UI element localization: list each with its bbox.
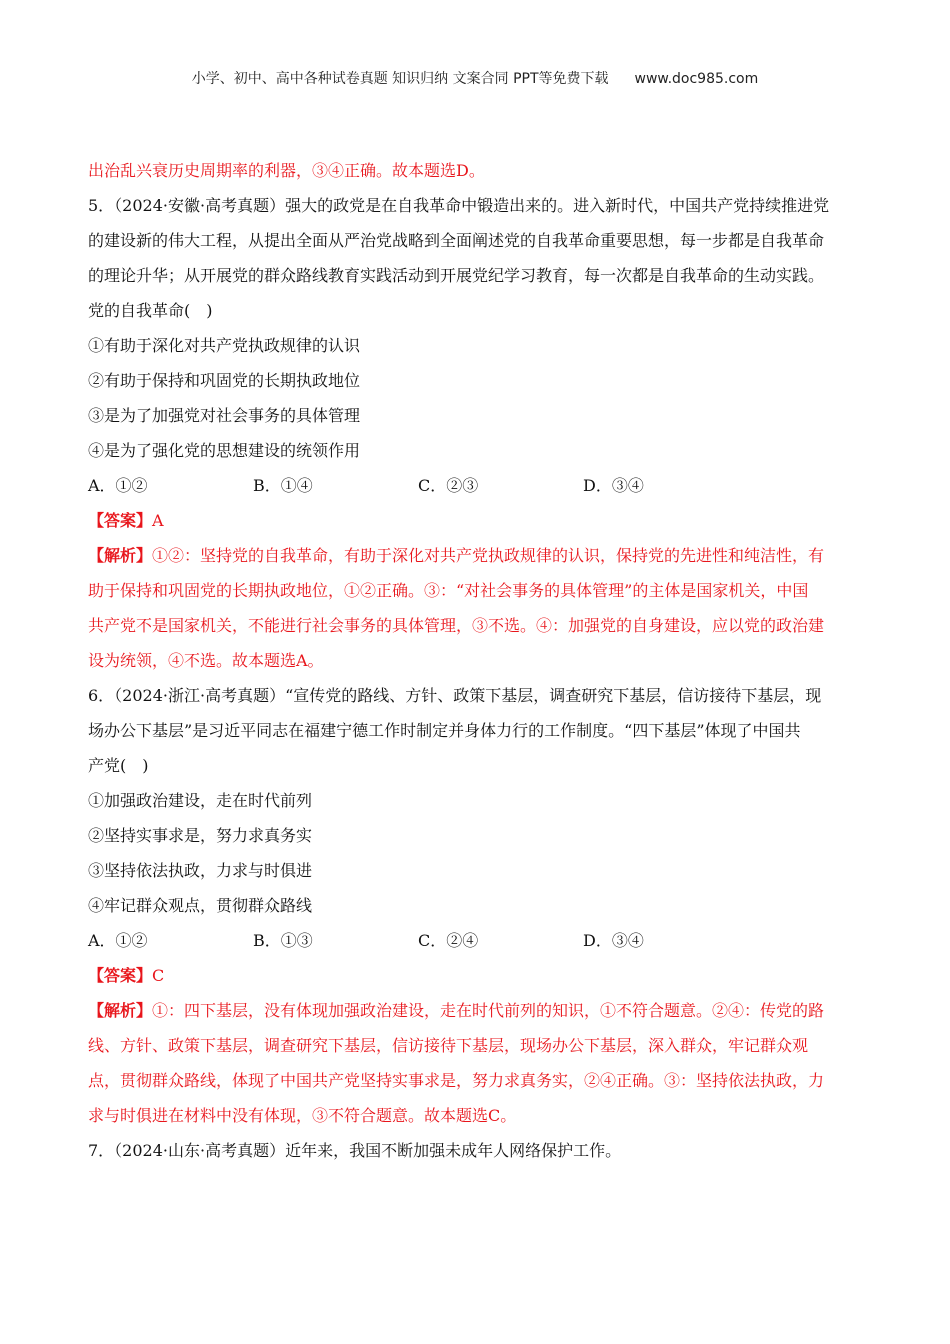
question-7 [88,1133,866,1168]
question-stem-line: 6．（2024·浙江·高考真题）“宣传党的路线、方针、政策下基层，调查研究下基层，信访接待下基层，现 [88,686,822,705]
answer-label: 【答案】 [88,511,153,530]
header-text: 小学、初中、高中各种试卷真题 知识归纳 文案合同 PPT等免费下载 [191,71,609,87]
choice-b: B．①④ [253,476,313,495]
analysis-line: 求与时俱进在材料中没有体现，③不符合题意。故本题选C。 [88,1106,517,1125]
analysis-line: 设为统领，④不选。故本题选A。 [88,651,324,670]
option-1: ①有助于深化对共产党执政规律的认识 [88,336,361,355]
analysis-line: ①②：坚持党的自我革命，有助于深化对共产党执政规律的认识，保持党的先进性和纯洁性，有 [152,546,825,565]
question-stem-line: 场办公下基层”是习近平同志在福建宁德工作时制定并身体力行的工作制度。“四下基层”体现了中国共 [88,721,801,740]
question-5 [88,188,866,678]
option-2: ②有助于保持和巩固党的长期执政地位 [88,371,361,390]
analysis-line: ①：四下基层，没有体现加强政治建设，走在时代前列的知识，①不符合题意。②④：传党的路 [152,1001,825,1020]
option-4: ④是为了强化党的思想建设的统领作用 [88,441,361,460]
answer [88,503,866,538]
analysis [88,538,866,573]
question-stem-line: 的理论升华；从开展党的群众路线教育实践活动到开展党纪学习教育，每一次都是自我革命的生动实践。 [88,266,825,285]
option-2: ②坚持实事求是，努力求真务实 [88,826,313,845]
analysis-line: 共产党不是国家机关，不能进行社会事务的具体管理，③不选。④：加强党的自身建设，应以党的政治建 [88,616,825,635]
answer-choices [88,468,866,503]
analysis-line: 线、方针、政策下基层，调查研究下基层，信访接待下基层，现场办公下基层，深入群众，牢记群众观 [88,1036,809,1055]
header-site-link[interactable]: www.doc985.com [634,71,759,87]
answer [88,958,866,993]
answer-value: C [152,966,165,985]
option-1: ①加强政治建设，走在时代前列 [88,791,313,810]
choice-c: C．②④ [418,931,479,950]
answer-choices [88,923,866,958]
page-header [0,68,950,88]
question-stem-line: 党的自我革命( ) [88,301,213,320]
analysis-label: 【解析】 [88,1001,153,1020]
document-body [88,153,866,1168]
choice-b: B．①③ [253,931,313,950]
analysis [88,993,866,1028]
analysis-line: 助于保持和巩固党的长期执政地位，①②正确。③：“对社会事务的具体管理”的主体是国家机关，中国 [88,581,809,600]
analysis-label: 【解析】 [88,546,153,565]
question-stem-line: 的建设新的伟大工程，从提出全面从严治党战略到全面阐述党的自我革命重要思想，每一步都是自我革命 [88,231,825,250]
question-stem-line: 7．（2024·山东·高考真题）近年来，我国不断加强未成年人网络保护工作。 [88,1141,622,1160]
choice-a: A．①② [88,931,148,950]
choice-a: A．①② [88,476,148,495]
question-stem-line: 产党( ) [88,756,149,775]
choice-c: C．②③ [418,476,479,495]
choice-d: D．③④ [583,476,644,495]
choice-d: D．③④ [583,931,644,950]
option-3: ③是为了加强党对社会事务的具体管理 [88,406,361,425]
analysis-line: 点，贯彻群众路线，体现了中国共产党坚持实事求是，努力求真务实，②④正确。③：坚持依法执政，力 [88,1071,825,1090]
option-4: ④牢记群众观点，贯彻群众路线 [88,896,313,915]
previous-analysis-tail: 出治乱兴衰历史周期率的利器，③④正确。故本题选D。 [88,161,485,180]
question-6 [88,678,866,1133]
option-3: ③坚持依法执政，力求与时俱进 [88,861,313,880]
answer-value: A [152,511,164,530]
question-stem-line: 5．（2024·安徽·高考真题）强大的政党是在自我革命中锻造出来的。进入新时代，中国共产党持续推进党 [88,196,830,215]
answer-label: 【答案】 [88,966,153,985]
